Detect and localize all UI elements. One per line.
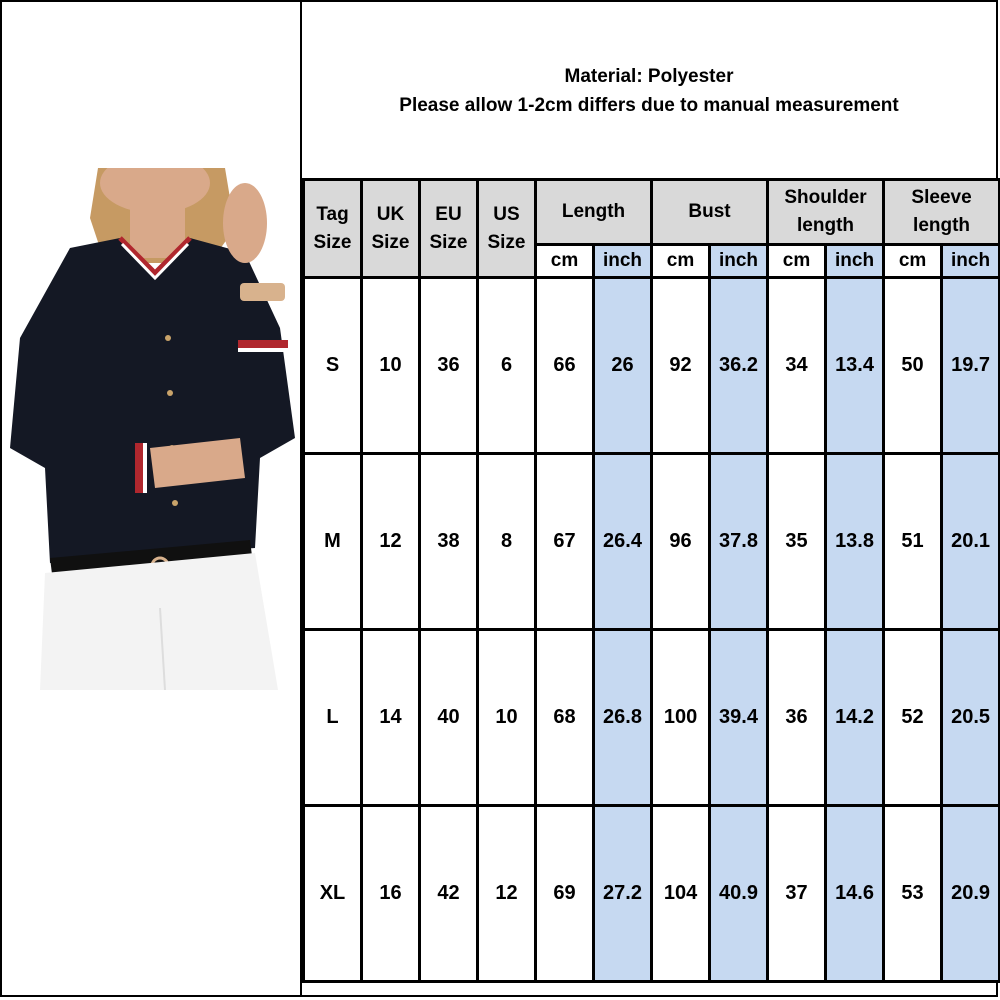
cell-length-inch: 26 [594, 278, 652, 454]
cell-shoulder-inch: 13.8 [826, 454, 884, 630]
cell-length-inch: 26.4 [594, 454, 652, 630]
cell-eu-size: 38 [420, 454, 478, 630]
cell-tag-size: M [304, 454, 362, 630]
cell-shoulder-cm: 35 [768, 454, 826, 630]
cell-uk-size: 10 [362, 278, 420, 454]
cell-bust-inch: 40.9 [710, 806, 768, 982]
unit-inch: inch [942, 245, 1000, 278]
cell-bust-cm: 92 [652, 278, 710, 454]
cell-length-cm: 69 [536, 806, 594, 982]
table-row [304, 630, 1000, 806]
header-uk-size: UK Size [362, 180, 420, 278]
cell-tag-size: XL [304, 806, 362, 982]
cell-us-size: 8 [478, 454, 536, 630]
cell-eu-size: 40 [420, 630, 478, 806]
table-row [304, 806, 1000, 982]
unit-inch: inch [826, 245, 884, 278]
cell-us-size: 10 [478, 630, 536, 806]
cell-sleeve-inch: 20.1 [942, 454, 1000, 630]
table-row [304, 454, 1000, 630]
unit-cm: cm [536, 245, 594, 278]
header-bust: Bust [652, 180, 768, 245]
cell-sleeve-cm: 53 [884, 806, 942, 982]
cell-length-cm: 66 [536, 278, 594, 454]
header-us-size: US Size [478, 180, 536, 278]
cell-shoulder-inch: 14.6 [826, 806, 884, 982]
cell-length-cm: 68 [536, 630, 594, 806]
header-eu-size: EU Size [420, 180, 478, 278]
size-table [302, 178, 1000, 983]
cell-tag-size: L [304, 630, 362, 806]
header-sleeve-length: Sleeve length [884, 180, 1000, 245]
cell-eu-size: 42 [420, 806, 478, 982]
header-notes [302, 2, 996, 180]
cell-shoulder-cm: 37 [768, 806, 826, 982]
material-note: Material: Polyester [564, 66, 734, 87]
cell-sleeve-cm: 51 [884, 454, 942, 630]
cell-uk-size: 12 [362, 454, 420, 630]
cell-length-inch: 26.8 [594, 630, 652, 806]
cell-eu-size: 36 [420, 278, 478, 454]
cell-length-cm: 67 [536, 454, 594, 630]
cell-bust-inch: 37.8 [710, 454, 768, 630]
cell-shoulder-cm: 34 [768, 278, 826, 454]
unit-cm: cm [768, 245, 826, 278]
cell-sleeve-inch: 19.7 [942, 278, 1000, 454]
cell-shoulder-cm: 36 [768, 630, 826, 806]
model-photo [10, 168, 295, 690]
cell-us-size: 6 [478, 278, 536, 454]
cell-us-size: 12 [478, 806, 536, 982]
cell-bust-cm: 104 [652, 806, 710, 982]
header-length: Length [536, 180, 652, 245]
cell-shoulder-inch: 13.4 [826, 278, 884, 454]
unit-cm: cm [884, 245, 942, 278]
header-shoulder-length: Shoulder length [768, 180, 884, 245]
cell-length-inch: 27.2 [594, 806, 652, 982]
cell-sleeve-inch: 20.9 [942, 806, 1000, 982]
cell-shoulder-inch: 14.2 [826, 630, 884, 806]
cell-uk-size: 14 [362, 630, 420, 806]
unit-inch: inch [710, 245, 768, 278]
header-tag-size: Tag Size [304, 180, 362, 278]
unit-cm: cm [652, 245, 710, 278]
cell-bust-inch: 39.4 [710, 630, 768, 806]
measurement-note: Please allow 1-2cm differs due to manual measurement [399, 95, 899, 116]
cell-bust-inch: 36.2 [710, 278, 768, 454]
table-row [304, 278, 1000, 454]
cell-sleeve-inch: 20.5 [942, 630, 1000, 806]
cell-sleeve-cm: 52 [884, 630, 942, 806]
cell-bust-cm: 96 [652, 454, 710, 630]
cell-bust-cm: 100 [652, 630, 710, 806]
unit-inch: inch [594, 245, 652, 278]
product-photo-panel [0, 0, 302, 997]
cell-tag-size: S [304, 278, 362, 454]
cell-uk-size: 16 [362, 806, 420, 982]
cell-sleeve-cm: 50 [884, 278, 942, 454]
